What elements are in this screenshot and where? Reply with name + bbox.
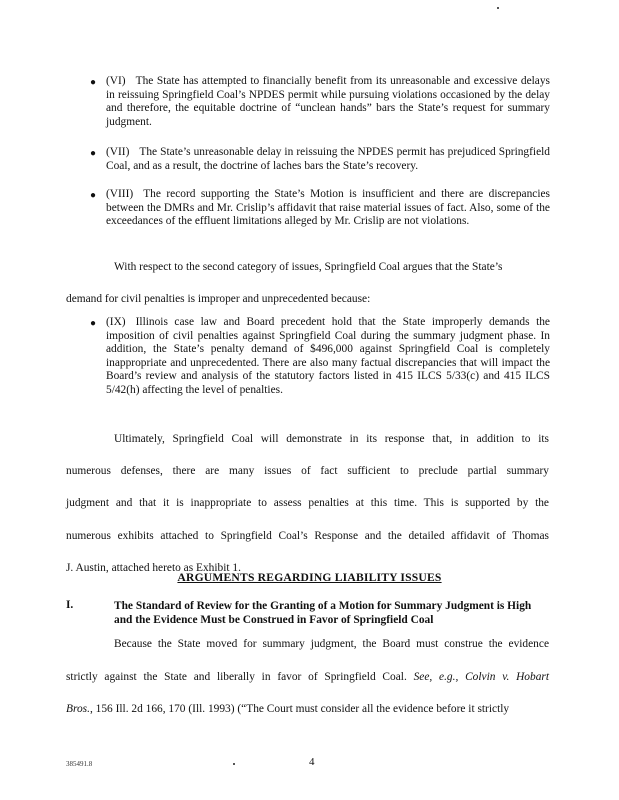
bullet-dot-icon: ● — [90, 190, 97, 201]
para-ultimately-line-1: Ultimately, Springfield Coal will demonstrate in its response that, in addition to its — [114, 433, 549, 445]
para-ultimately-line-5: J. Austin, attached hereto as Exhibit 1. — [66, 562, 241, 574]
scan-speck — [233, 763, 235, 765]
page-number: 4 — [309, 756, 315, 768]
case-citation: See, e.g., Colvin v. Hobart — [413, 671, 549, 683]
para-standard-line-1: Because the State moved for summary judgment, the Board must construe the evidence — [114, 638, 549, 650]
para-ultimately-line-4: numerous exhibits attached to Springfield Coal’s Response and the detailed affidavit of Thomas — [66, 530, 549, 542]
para-ultimately-line-3: judgment and that it is inappropriate to assess penalties at this time. This is supported by the — [66, 497, 549, 509]
bullet-dot-icon: ● — [90, 77, 97, 88]
para-standard-line-3 — [66, 701, 549, 717]
para-second-category-line-2: demand for civil penalties is improper and unprecedented because: — [66, 293, 371, 305]
bullet-dot-icon: ● — [90, 318, 97, 329]
para-standard-line-2-text: strictly against the State and liberally in favor of Springfield Coal. — [66, 671, 414, 683]
bullet-text: The State’s unreasonable delay in reissuing the NPDES permit has prejudiced Springfield Coal, and as a result, the doctrine of laches bars the State’s recovery. — [106, 146, 550, 172]
bullet-text: The record supporting the State’s Motion is insufficient and there are discrepancies between the DMRs and Mr. Crislip’s affidavit that raise material issues of fact. Also, some of the exceedances of the effluent limitations alleged by Mr. Crislip are not violations. — [106, 188, 550, 228]
para-standard-line-2 — [66, 669, 549, 685]
scan-speck — [497, 7, 499, 9]
bullet-text: Illinois case law and Board precedent hold that the State improperly demands the imposition of civil penalties against Springfield Coal during the summary judgment phase. In addition, the State’s penalty demand of $496,000 against Springfield Coal is completely inappropriate and unprecedented. There are also many factual discrepancies that will impact the Board’s review and analysis of the statutory factors listed in 415 ILCS 5/33(c) and 415 ILCS 5/42(h) affecting the level of penalties. — [106, 316, 550, 396]
case-citation: Bros. — [66, 703, 90, 715]
bullet-label: (VIII) — [106, 188, 134, 200]
section-number: I. — [66, 599, 74, 611]
bullet-label: (IX) — [106, 316, 126, 328]
bullet-dot-icon: ● — [90, 148, 97, 159]
bullet-text: The State has attempted to financially benefit from its unreasonable and excessive delays in reissuing Springfield Coal’s NPDES permit while pursuing violations occasioned by the delay and therefore, the equitable doctrine of “unclean hands” bars the State’s request for summary judgment. — [106, 75, 550, 128]
section-title: The Standard of Review for the Granting of a Motion for Summary Judgment is High and the Evidence Must be Construed in Favor of Springfield Coal — [114, 600, 532, 626]
para-standard-line-3-text: , 156 Ill. 2d 166, 170 (Ill. 1993) (“The Court must consider all the evidence before it strictly — [89, 703, 510, 715]
document-code: 385491.8 — [66, 760, 93, 768]
para-second-category-line-1: With respect to the second category of issues, Springfield Coal argues that the State’s — [114, 261, 503, 273]
section-heading: ARGUMENTS REGARDING LIABILITY ISSUES — [177, 571, 442, 584]
bullet-label: (VI) — [106, 75, 126, 87]
bullet-label: (VII) — [106, 146, 130, 158]
para-ultimately-line-2: numerous defenses, there are many issues of fact sufficient to preclude partial summary — [66, 465, 549, 477]
